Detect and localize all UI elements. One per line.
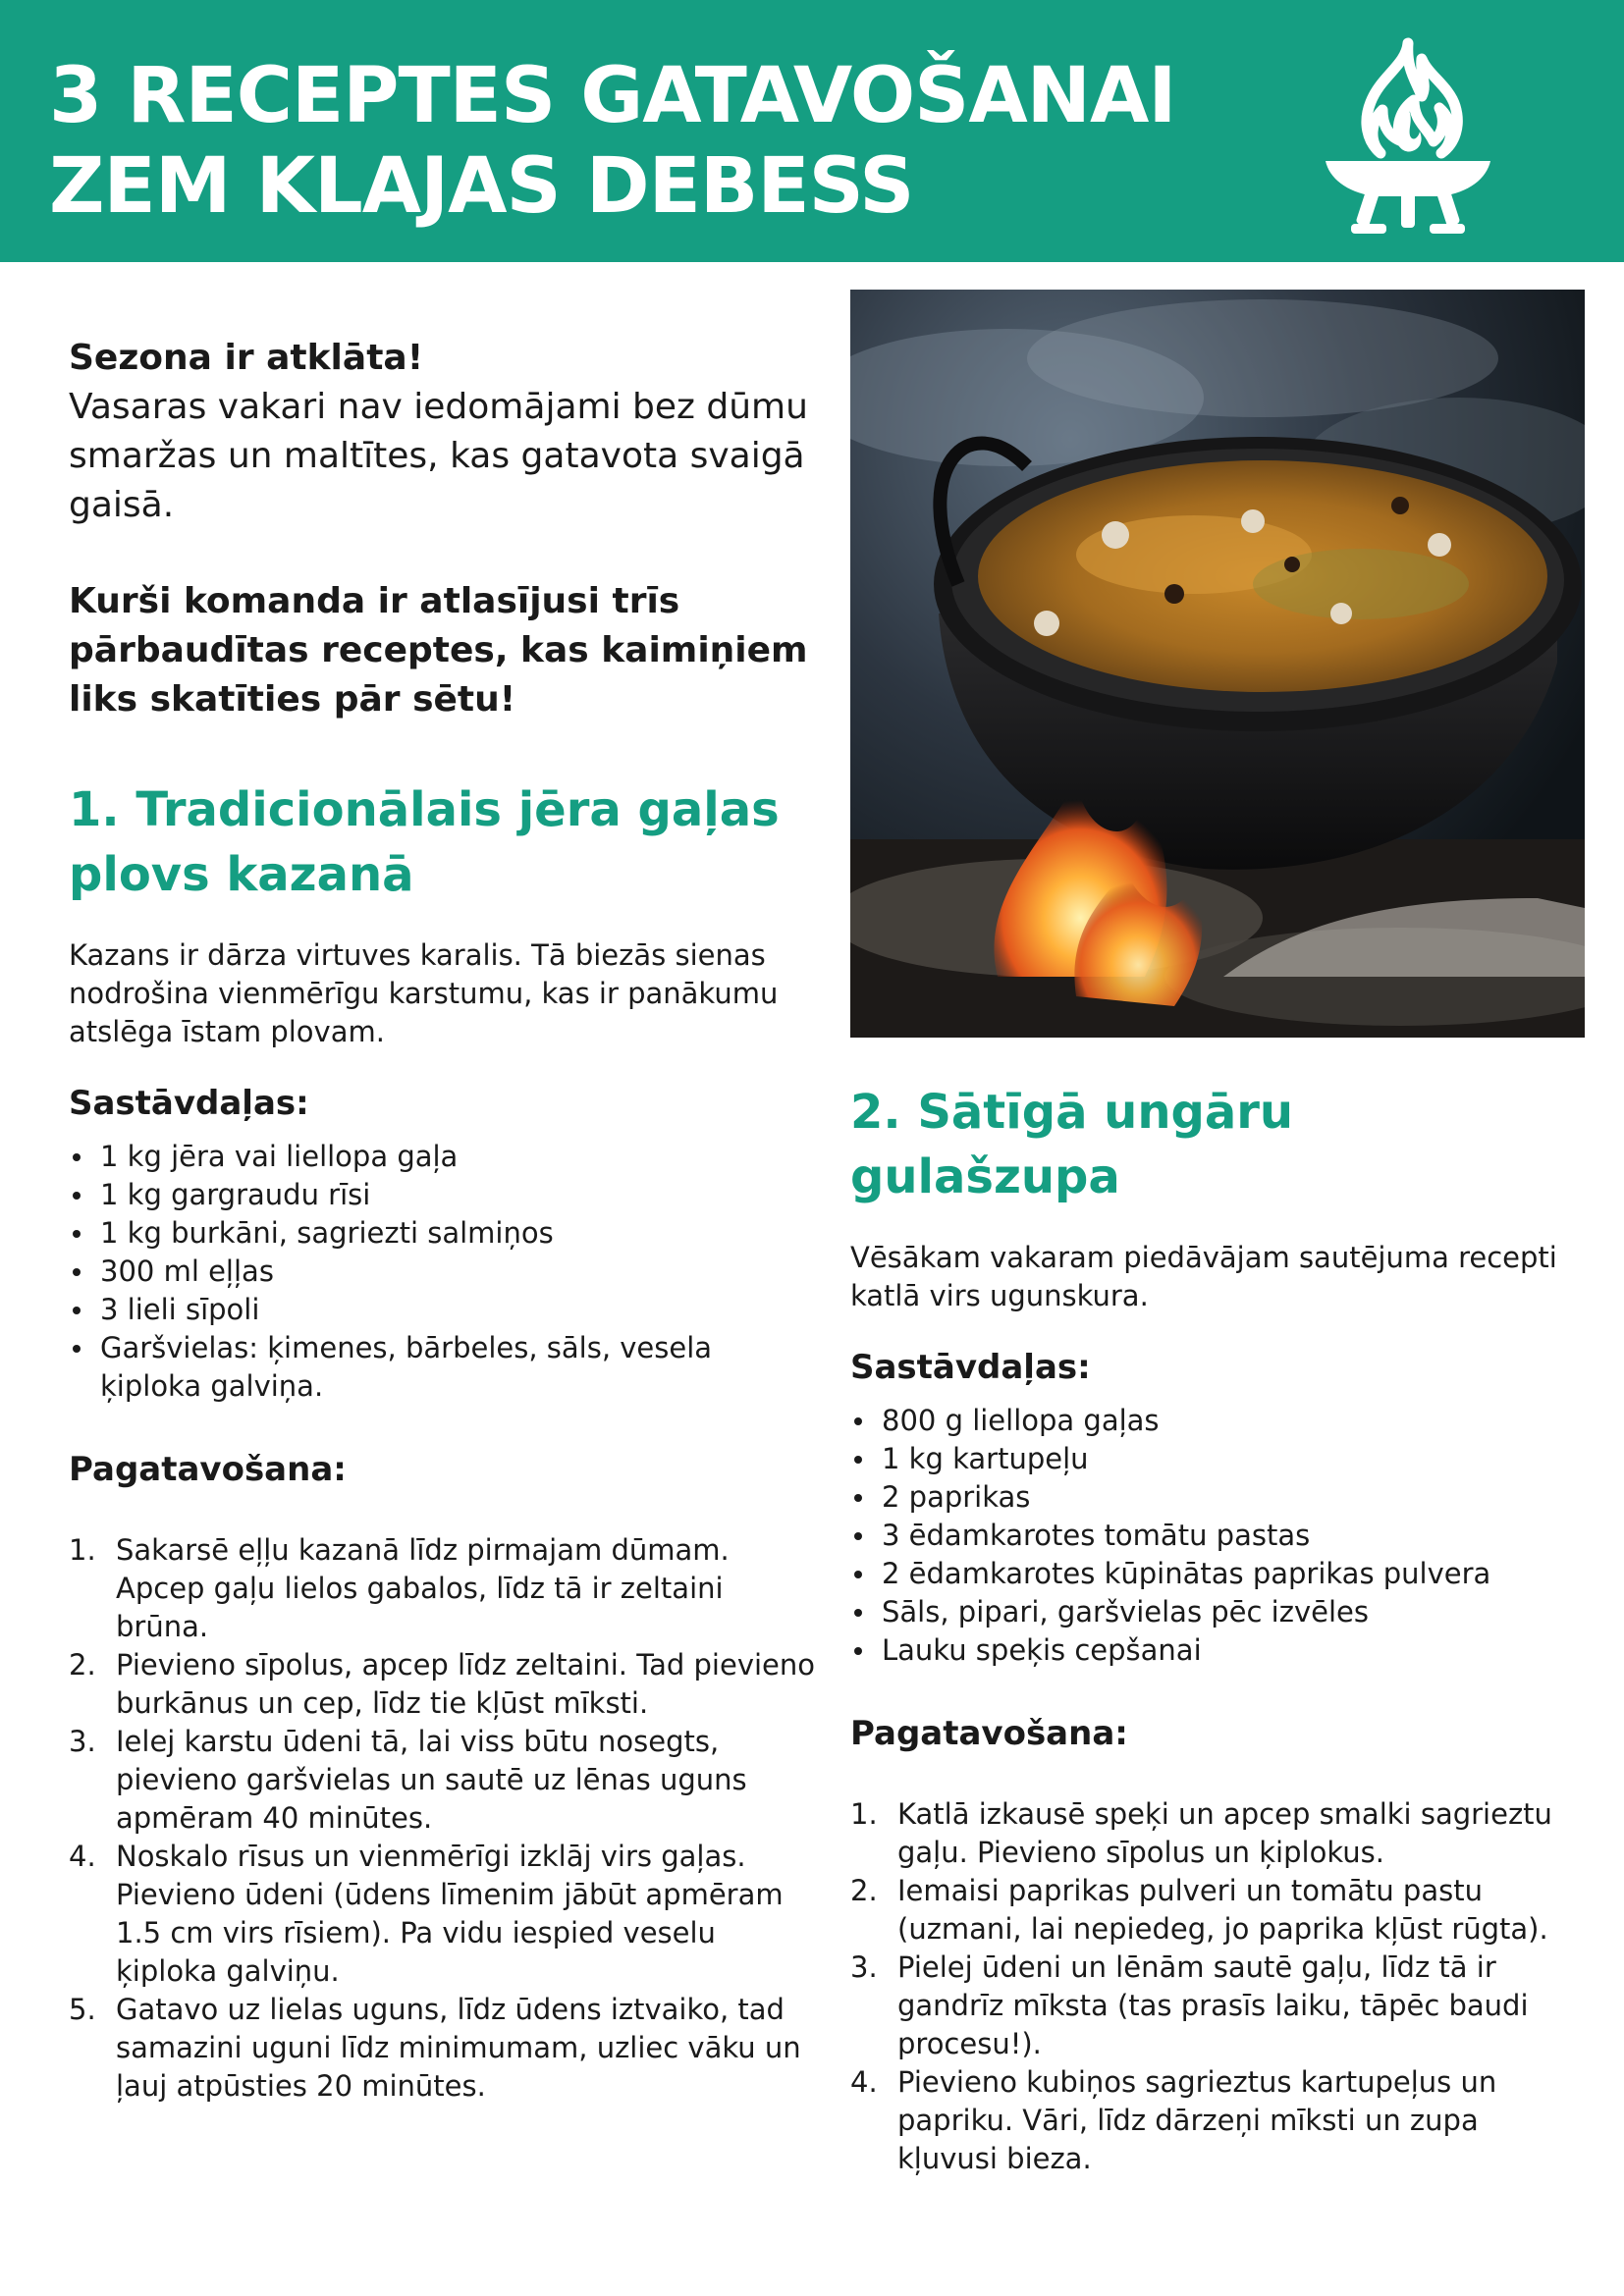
intro-lead-bold: Sezona ir atklāta! <box>69 338 424 378</box>
step-number: 5. <box>69 1993 96 2026</box>
step-item <box>69 1646 815 1723</box>
ingredient-item: 3 ēdamkarotes tomātu pastas <box>850 1517 1557 1555</box>
ingredient-item: 1 kg kartupeļu <box>850 1440 1557 1478</box>
recipe-1-ingredients-heading: Sastāvdaļas: <box>69 1084 309 1123</box>
cauldron-over-fire-photo <box>850 290 1585 1038</box>
recipe-1-method-heading: Pagatavošana: <box>69 1450 347 1489</box>
step-text: Gatavo uz lielas uguns, līdz ūdens iztvaiko, tad samazini uguni līdz minimumam, uzliec vāku un ļauj atpūsties 20 minūtes. <box>116 1993 801 2103</box>
step-item <box>850 1872 1557 1949</box>
photo-illustration <box>850 290 1585 1038</box>
step-text: Pielej ūdeni un lēnām sautē gaļu, līdz tā ir gandrīz mīksta (tas prasīs laiku, tāpēc baudi procesu!). <box>897 1950 1529 2060</box>
ingredient-item: 1 kg jēra vai liellopa gaļa <box>69 1138 815 1176</box>
recipe-1-description: Kazans ir dārza virtuves karalis. Tā biezās sienas nodrošina vienmērīgu karstumu, kas ir panākumu atslēga īstam plovam. <box>69 938 779 1048</box>
step-number: 4. <box>69 1840 96 1873</box>
step-number: 2. <box>69 1648 96 1682</box>
step-item <box>69 1531 815 1646</box>
ingredient-item: 2 ēdamkarotes kūpinātas paprikas pulvera <box>850 1555 1557 1593</box>
ingredient-item: 300 ml eļļas <box>69 1253 815 1291</box>
recipe-2-ingredients-heading: Sastāvdaļas: <box>850 1348 1091 1387</box>
recipe-2-steps-list <box>850 1795 1557 2178</box>
ingredient-item: 3 lieli sīpoli <box>69 1291 815 1329</box>
intro-second-bold: Kurši komanda ir atlasījusi trīs pārbaudītas receptes, kas kaimiņiem liks skatīties pār sētu! <box>69 581 808 720</box>
ingredient-item: 1 kg burkāni, sagriezti salmiņos <box>69 1214 815 1253</box>
step-item <box>850 1949 1557 2063</box>
recipe-1-title: 1. Tradicionālais jēra gaļas plovs kazanā <box>69 782 780 902</box>
page-title-line-2: ZEM KLAJAS DEBESS <box>49 142 914 231</box>
step-number: 2. <box>850 1874 878 1907</box>
page-title-line-1: 3 RECEPTES GATAVOŠANAI <box>49 52 1176 140</box>
step-number: 3. <box>69 1725 96 1758</box>
recipe-2-method-heading: Pagatavošana: <box>850 1714 1128 1753</box>
step-number: 3. <box>850 1950 878 1984</box>
recipe-1-ingredients-list <box>69 1138 815 1406</box>
page-title <box>49 51 1175 232</box>
left-column <box>69 334 815 2106</box>
step-text: Noskalo rīsus un vienmērīgi izklāj virs gaļas. Pievieno ūdeni (ūdens līmenim jābūt apmēram 1.5 cm virs rīsiem). Pa vidu iespied veselu ķiploka galviņu. <box>116 1840 784 1988</box>
ingredient-item: Lauku speķis cepšanai <box>850 1631 1557 1670</box>
ingredient-item: Sāls, pipari, garšvielas pēc izvēles <box>850 1593 1557 1631</box>
step-text: Pievieno kubiņos sagrieztus kartupeļus un papriku. Vāri, līdz dārzeņi mīksti un zupa kļuvusi bieza. <box>897 2065 1497 2175</box>
step-item <box>69 1991 815 2106</box>
step-number: 1. <box>850 1797 878 1831</box>
intro-lead-text: Vasaras vakari nav iedomājami bez dūmu smaržas un maltītes, kas gatavota svaigā gaisā. <box>69 387 808 525</box>
intro <box>69 334 815 724</box>
step-number: 4. <box>850 2065 878 2099</box>
step-item <box>850 2063 1557 2178</box>
step-item <box>850 1795 1557 1872</box>
step-text: Iemaisi paprikas pulveri un tomātu pastu (uzmani, lai nepiedeg, jo paprika kļūst rūgta). <box>897 1874 1548 1946</box>
campfire-icon <box>1312 31 1504 243</box>
recipe-2-title: 2. Sātīgā ungāru gulašzupa <box>850 1085 1294 1204</box>
ingredient-item: 1 kg gargraudu rīsi <box>69 1176 815 1214</box>
step-item <box>69 1838 815 1991</box>
step-text: Ielej karstu ūdeni tā, lai viss būtu nosegts, pievieno garšvielas un sautē uz lēnas uguns apmēram 40 minūtes. <box>116 1725 747 1835</box>
step-text: Sakarsē eļļu kazanā līdz pirmajam dūmam. Apcep gaļu lielos gabalos, līdz tā ir zeltaini brūna. <box>116 1533 730 1643</box>
step-text: Katlā izkausē speķi un apcep smalki sagrieztu gaļu. Pievieno sīpolus un ķiplokus. <box>897 1797 1552 1869</box>
step-item <box>69 1723 815 1838</box>
recipe-2-description: Vēsākam vakaram piedāvājam sautējuma recepti katlā virs ugunskura. <box>850 1241 1557 1312</box>
step-number: 1. <box>69 1533 96 1567</box>
ingredient-item: 800 g liellopa gaļas <box>850 1402 1557 1440</box>
ingredient-item: Garšvielas: ķimenes, bārbeles, sāls, vesela ķiploka galviņa. <box>69 1329 815 1406</box>
recipe-2-ingredients-list <box>850 1402 1557 1670</box>
recipe-1-steps-list <box>69 1531 815 2106</box>
ingredient-item: 2 paprikas <box>850 1478 1557 1517</box>
header-banner <box>0 0 1624 262</box>
right-column <box>850 1080 1557 2178</box>
step-text: Pievieno sīpolus, apcep līdz zeltaini. Tad pievieno burkānus un cep, līdz tie kļūst mīksti. <box>116 1648 816 1720</box>
